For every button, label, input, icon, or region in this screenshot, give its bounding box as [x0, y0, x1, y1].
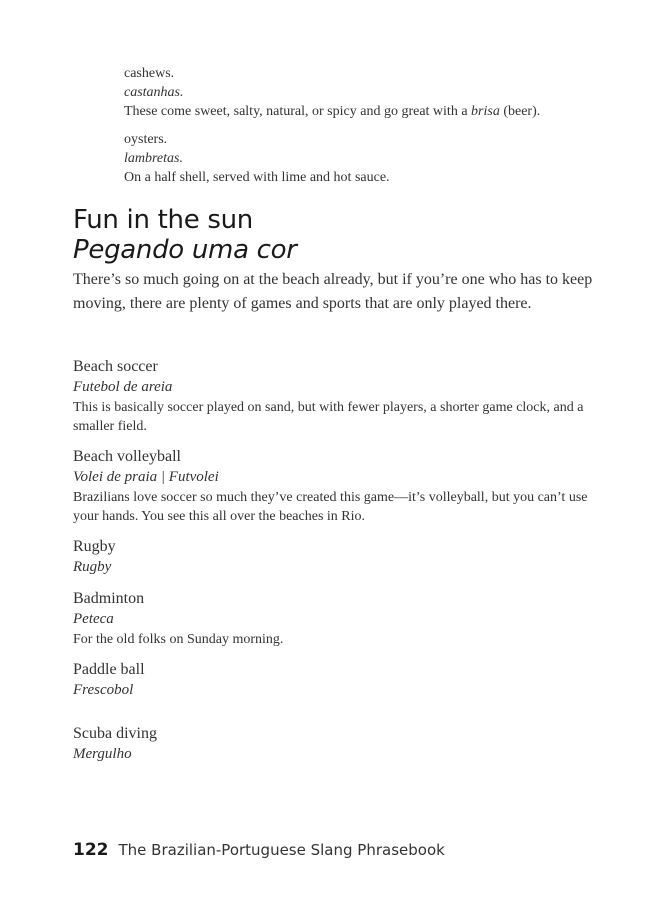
list-item: [73, 588, 613, 649]
entry-english: oysters.: [124, 132, 168, 147]
sport-portuguese: Frescobol: [73, 682, 134, 698]
entry-portuguese: castanhas.: [124, 85, 184, 100]
entry-description: [124, 102, 624, 121]
section-intro: There’s so much going on at the beach already, but if you’re one who has to keep moving, there are plenty of games and sports that are only played there.: [73, 271, 593, 312]
sport-name: Beach volleyball: [73, 448, 181, 465]
list-item: [124, 130, 624, 187]
sport-portuguese: Rugby: [73, 559, 112, 575]
section-subtitle: Pegando uma cor: [73, 235, 297, 265]
sport-portuguese: Mergulho: [73, 746, 132, 762]
list-item: [73, 356, 613, 436]
page-footer: [73, 838, 445, 862]
entry-portuguese: lambretas.: [124, 151, 183, 166]
book-title: The Brazilian-Portuguese Slang Phrasebook: [118, 841, 445, 859]
list-item: [73, 723, 613, 765]
sport-name: Scuba diving: [73, 725, 157, 742]
sport-name: Badminton: [73, 590, 145, 607]
page-number: 122: [73, 840, 109, 860]
snack-list: [124, 64, 624, 196]
list-item: [73, 659, 613, 701]
sport-name: Beach soccer: [73, 358, 158, 375]
sport-portuguese: Futebol de areia: [73, 379, 173, 395]
sports-list: [73, 356, 613, 775]
sport-description: Brazilians love soccer so much they’ve created this game—it’s volleyball, but you can’t use your hands. You see this all over the beaches in Rio.: [73, 490, 588, 524]
desc-italic-term: brisa: [471, 104, 500, 119]
sport-name: Paddle ball: [73, 661, 145, 678]
entry-english: cashews.: [124, 66, 175, 81]
sport-description: For the old folks on Sunday morning.: [73, 632, 284, 647]
sport-name: Rugby: [73, 538, 116, 555]
section-title: Fun in the sun: [73, 205, 253, 235]
sport-description: This is basically soccer played on sand, but with fewer players, a shorter game clock, and a smaller field.: [73, 400, 584, 434]
section-heading: [73, 205, 297, 265]
desc-text: These come sweet, salty, natural, or spicy and go great with a: [124, 104, 472, 119]
list-item: [73, 446, 613, 526]
entry-description: On a half shell, served with lime and hot sauce.: [124, 170, 390, 185]
sport-portuguese: Peteca: [73, 611, 114, 627]
list-item: [73, 536, 613, 578]
desc-text-end: (beer).: [499, 104, 541, 119]
sport-portuguese: Volei de praia | Futvolei: [73, 469, 219, 485]
list-item: [124, 64, 624, 121]
